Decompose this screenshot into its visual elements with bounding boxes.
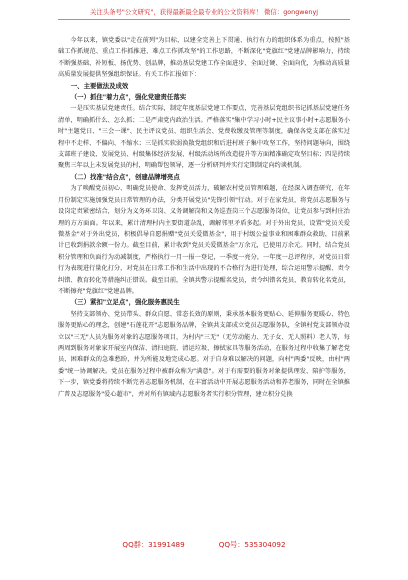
footer-qq-number: QQ号：535304092 — [218, 540, 286, 549]
subsection-3-paragraph: 坚持支部领办、党员带头、群众自愿、常态长效的原则，秉承基本服务更贴心、延伸服务更暖心、特色服务更贴心的理念，创建"石莲花开"志愿服务品牌，全镇共支部成立党员志愿服务队，全镇村党支部领办设立以"三无"人员为服务对象的志愿服务项目，为村内"三无"（无劳动能力、无子女、无人照料）老人等，每两周到服务对象家开展室内保洁、清扫庭院、清运垃圾、擦拭家具等服务活动，在服务过程中收集了解老党员、困难群众的急难愁盼，并为所能及地完成心愿。对于自身难以解决的问题，向村"两委"反映，由村"两委"统一协调解决。党员在服务过程中被群众称为"满意"。对于有需要的服务对象提供理发、陪护等服务，下一步，镇党委将持续不断完善志愿服务机制，在丰富活动中开展志愿服务活动和养老服务，同时在全镇推广普及志愿服务"爱心超市"，并对所有镇域内志愿服务者实行积分管理，建立积分兑换 — [58, 310, 350, 398]
subsection-heading-1: （一）抓住"着力点"，强化党建责任落实 — [70, 93, 187, 102]
subsection-1-paragraph: 一是压实基层党建责任。结合实际，制定年度基层党建工作要点，完善基层党组织书记抓基层党建任务清单，明确抓什么、怎么抓；二是严肃党内政治生活。严格落实"集中学习小时+民主议事小时+志愿服务小时"主题党日、"三会一课"、民主评议党员、组织生活会、党费收缴及管理等制度，确保各党支部在落实过程中不走样、不偏向、不缩水；三是抓实软弱涣散党组织和后进村班子集中攻坚工作，坚持问题导向，围绕支部班子建设、发展党员、村级集体经济发展、村级活动场所改造提升等方面精准确定攻坚目标；四是持续聚焦三年以上未发展党员的村，明确帮包领导，逐一分析研判并实行定期制定向约谈机制。 — [58, 105, 350, 170]
header-divider — [58, 19, 350, 20]
subsection-heading-3: （三）紧扣"立足点"，强化服务惠民生 — [70, 298, 180, 307]
footer-qq-group: QQ群：31991489 — [122, 540, 185, 549]
intro-paragraph: 今年以来，镇党委以"走在前列"为目标，以建全完善上下贯通、执行有力的组织体系为重点，按照"基础工作抓规范、重点工作抓推进、难点工作抓攻坚"的工作思路，不断深化"党旗红"党建品牌影响力，持续不断强基础、补短板、扬优势、创品牌，推动基层党建工作全面进步、全面过硬、全面向优，为推动高质量高质量发展提供坚强组织保证。有关工作汇报如下： — [58, 37, 350, 79]
subsection-heading-2: （二）找准"结合点"，创建品牌增亮点 — [70, 172, 180, 181]
document-body — [58, 35, 350, 400]
subsection-2-paragraph: 为了唤醒党员初心、明确党员使命、发挥党员活力，破解农村党员管理难题，在经深入调查研究，在年月份制定实施加强党员日常管理的办法，分类开展党员"先锋引领"行动。对于在家党员，将党员志愿服务与设岗定责紧密结合，划分为义务环卫岗、义务调解岗和义务巡查岗三个志愿服务岗位，让党员参与到村庄治理的方方面面。年以来，累计清理村内主要街道杂乱，调解邻里矛盾多起。对于外出党员，设置"党员关爱微基金"对于外出党员，积极倡导自愿捐赠"党员关爱微基金"，用于村级公益事业和困难群众救助，目前累计已收到捐款余额一份力。截至目前，累计收到"党员关爱微基金"万余元，已使用万余元。同时，结合党员积分管理和负面行为动减制度，严格执行一月一报一登记，一季度一亮分，一年度一总评程序，对党员日常行为表现进行量化打分，对党员在日常工作和生活中出现的不合格行为进行处理，综合运用警示提醒、责令纠错、教育转化等措施纠正错误。截至目前，全镇共警示提醒名党员，责令纠错名党员，教育转化名党员，不断擦亮"党旗红"党建品牌。 — [58, 185, 350, 295]
section-heading: 一、主要做法及成效 — [70, 81, 129, 90]
footer — [0, 540, 408, 550]
top-banner: 关注头条号"公文研究"，获得最新最全最专业的公文资料库！ 微信：gongwenyj — [89, 8, 319, 16]
